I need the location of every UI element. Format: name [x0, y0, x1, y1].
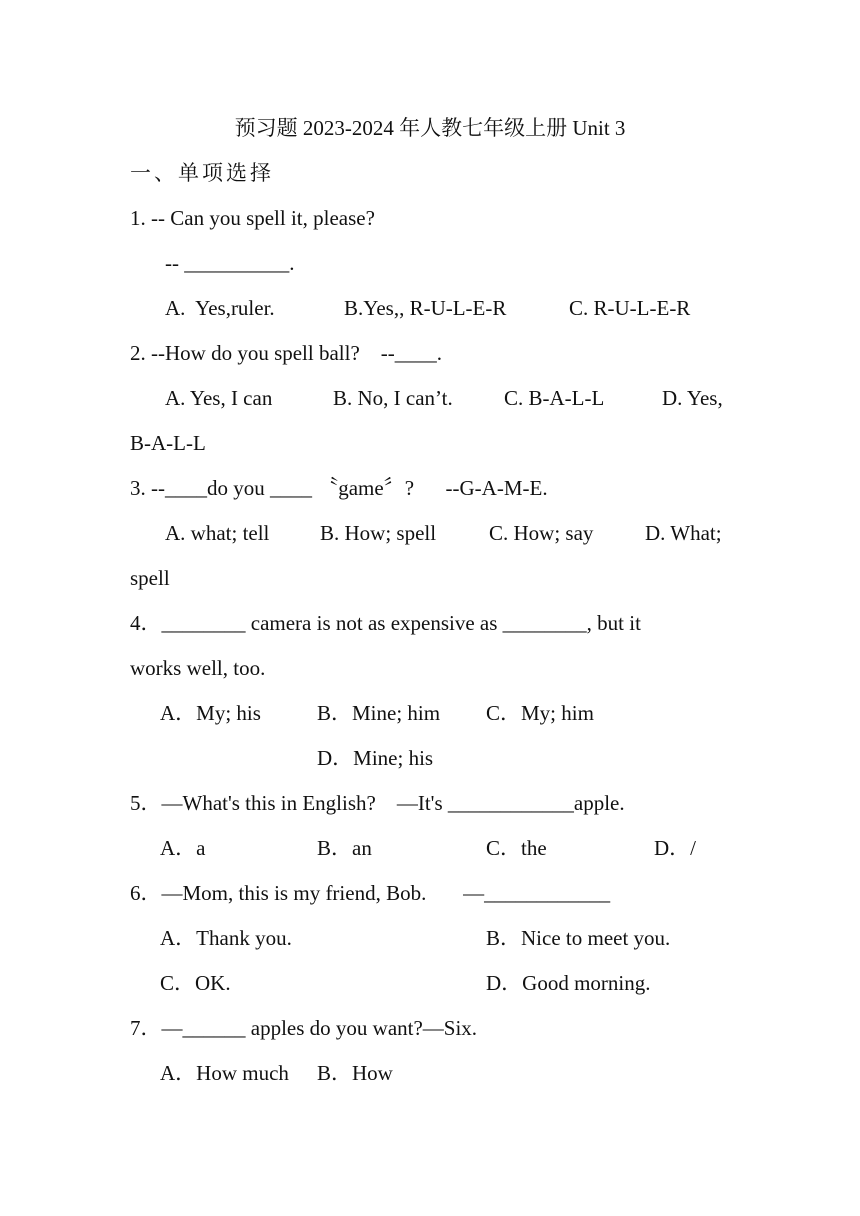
- question-2-option-d-wrap: B-A-L-L: [130, 431, 206, 455]
- question-5-option-c: C．the: [486, 836, 547, 860]
- page-title: 预习题 2023-2024 年人教七年级上册 Unit 3: [234, 116, 626, 140]
- question-6-option-b: B．Nice to meet you.: [486, 926, 671, 950]
- question-7-option-b: B．How: [317, 1061, 393, 1085]
- question-1-response: -- __________.: [165, 251, 295, 275]
- question-1-option-b: B.Yes,, R-U-L-E-R: [344, 296, 507, 320]
- question-7-option-a: A．How much: [160, 1061, 289, 1085]
- question-5-option-d: D．/: [654, 836, 696, 860]
- question-7-stem: 7．—______ apples do you want?—Six.: [130, 1016, 478, 1040]
- question-3-option-c: C. How; say: [489, 521, 594, 545]
- question-2-option-c: C. B-A-L-L: [504, 386, 605, 410]
- question-6-stem: 6．—Mom, this is my friend, Bob. —____________: [130, 881, 611, 905]
- question-4-option-d: D．Mine; his: [317, 746, 434, 770]
- question-3-stem: 3. --____do you ____ 〝game〞? --G-A-M-E.: [130, 476, 548, 500]
- question-4-stem-continued: works well, too.: [130, 656, 266, 680]
- question-2-option-d: D. Yes,: [662, 386, 723, 410]
- question-5-stem: 5．—What's this in English? —It's ____________apple.: [130, 791, 625, 815]
- question-5-option-b: B．an: [317, 836, 372, 860]
- question-3-option-a: A. what; tell: [165, 521, 270, 545]
- question-1-option-c: C. R-U-L-E-R: [569, 296, 691, 320]
- question-2-stem: 2. --How do you spell ball? --____.: [130, 341, 443, 365]
- question-4-option-a: A．My; his: [160, 701, 261, 725]
- question-2-option-b: B. No, I can’t.: [333, 386, 453, 410]
- question-6-option-d: D．Good morning.: [486, 971, 651, 995]
- question-6-option-c: C．OK.: [160, 971, 231, 995]
- question-4-option-c: C．My; him: [486, 701, 594, 725]
- question-6-option-a: A．Thank you.: [160, 926, 292, 950]
- question-2-option-a: A. Yes, I can: [165, 386, 273, 410]
- section-heading: 一、单项选择: [130, 161, 274, 185]
- question-3-option-d-wrap: spell: [130, 566, 170, 590]
- question-1-stem: 1. -- Can you spell it, please?: [130, 206, 375, 230]
- question-3-option-b: B. How; spell: [320, 521, 437, 545]
- question-3-option-d: D. What;: [645, 521, 722, 545]
- question-5-option-a: A．a: [160, 836, 206, 860]
- question-4-option-b: B．Mine; him: [317, 701, 441, 725]
- question-1-option-a: A. Yes,ruler.: [165, 296, 275, 320]
- question-4-stem: 4．________ camera is not as expensive as ________, but it: [130, 611, 641, 635]
